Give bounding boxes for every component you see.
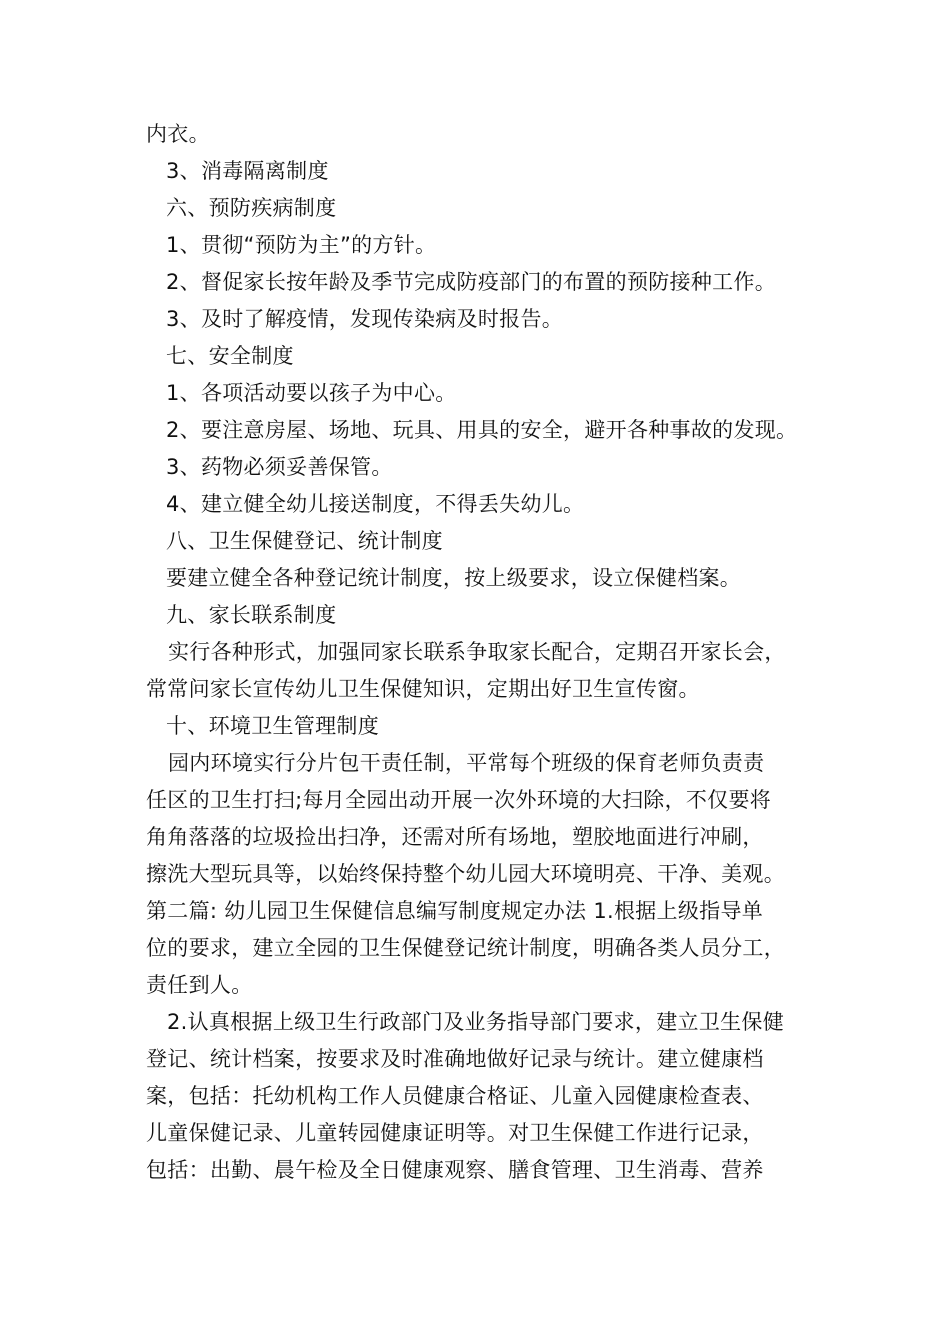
section-heading: 六、预防疾病制度 xyxy=(166,196,337,220)
text-line: 2、要注意房屋、场地、玩具、用具的安全，避开各种事故的发现。 xyxy=(166,418,798,442)
section-heading: 九、家长联系制度 xyxy=(166,603,337,627)
text-line: 1、贯彻“预防为主”的方针。 xyxy=(166,233,437,257)
text-line: 3、药物必须妥善保管。 xyxy=(166,455,393,479)
text-line: 擦洗大型玩具等，以始终保持整个幼儿园大环境明亮、干净、美观。 xyxy=(146,862,785,886)
text-line: 园内环境实行分片包干责任制，平常每个班级的保育老师负责责 xyxy=(168,751,765,775)
section-heading: 七、安全制度 xyxy=(166,344,294,368)
text-line: 4、建立健全幼儿接送制度，不得丢失幼儿。 xyxy=(166,492,585,516)
text-line: 内衣。 xyxy=(146,122,210,146)
section-heading: 八、卫生保健登记、统计制度 xyxy=(166,529,443,553)
text-line: 包括：出勤、晨午检及全日健康观察、膳食管理、卫生消毒、营养 xyxy=(146,1158,764,1182)
text-line: 儿童保健记录、儿童转园健康证明等。对卫生保健工作进行记录， xyxy=(146,1121,764,1145)
text-line: 2.认真根据上级卫生行政部门及业务指导部门要求，建立卫生保健 xyxy=(167,1010,785,1034)
text-line: 3、消毒隔离制度 xyxy=(166,159,329,183)
text-line: 角角落落的垃圾捡出扫净，还需对所有场地，塑胶地面进行冲刷， xyxy=(146,825,764,849)
text-line: 常常问家长宣传幼儿卫生保健知识，定期出好卫生宣传窗。 xyxy=(146,677,700,701)
text-line: 2、督促家长按年龄及季节完成防疫部门的布置的预防接种工作。 xyxy=(166,270,777,294)
text-line: 登记、统计档案，按要求及时准确地做好记录与统计。建立健康档 xyxy=(146,1047,764,1071)
text-line: 案，包括：托幼机构工作人员健康合格证、儿童入园健康检查表、 xyxy=(146,1084,764,1108)
text-line: 第二篇: 幼儿园卫生保健信息编写制度规定办法 1.根据上级指导单 xyxy=(146,899,764,923)
text-line: 1、各项活动要以孩子为中心。 xyxy=(166,381,457,405)
section-heading: 十、环境卫生管理制度 xyxy=(166,714,379,738)
text-line: 责任到人。 xyxy=(146,973,253,997)
text-line: 任区的卫生打扫;每月全园出动开展一次外环境的大扫除，不仅要将 xyxy=(146,788,772,812)
text-line: 实行各种形式，加强同家长联系争取家长配合，定期召开家长会， xyxy=(168,640,786,664)
text-line: 要建立健全各种登记统计制度，按上级要求，设立保健档案。 xyxy=(166,566,742,590)
text-line: 3、及时了解疫情，发现传染病及时报告。 xyxy=(166,307,564,331)
text-line: 位的要求，建立全园的卫生保健登记统计制度，明确各类人员分工， xyxy=(146,936,785,960)
document-body xyxy=(146,116,826,1189)
